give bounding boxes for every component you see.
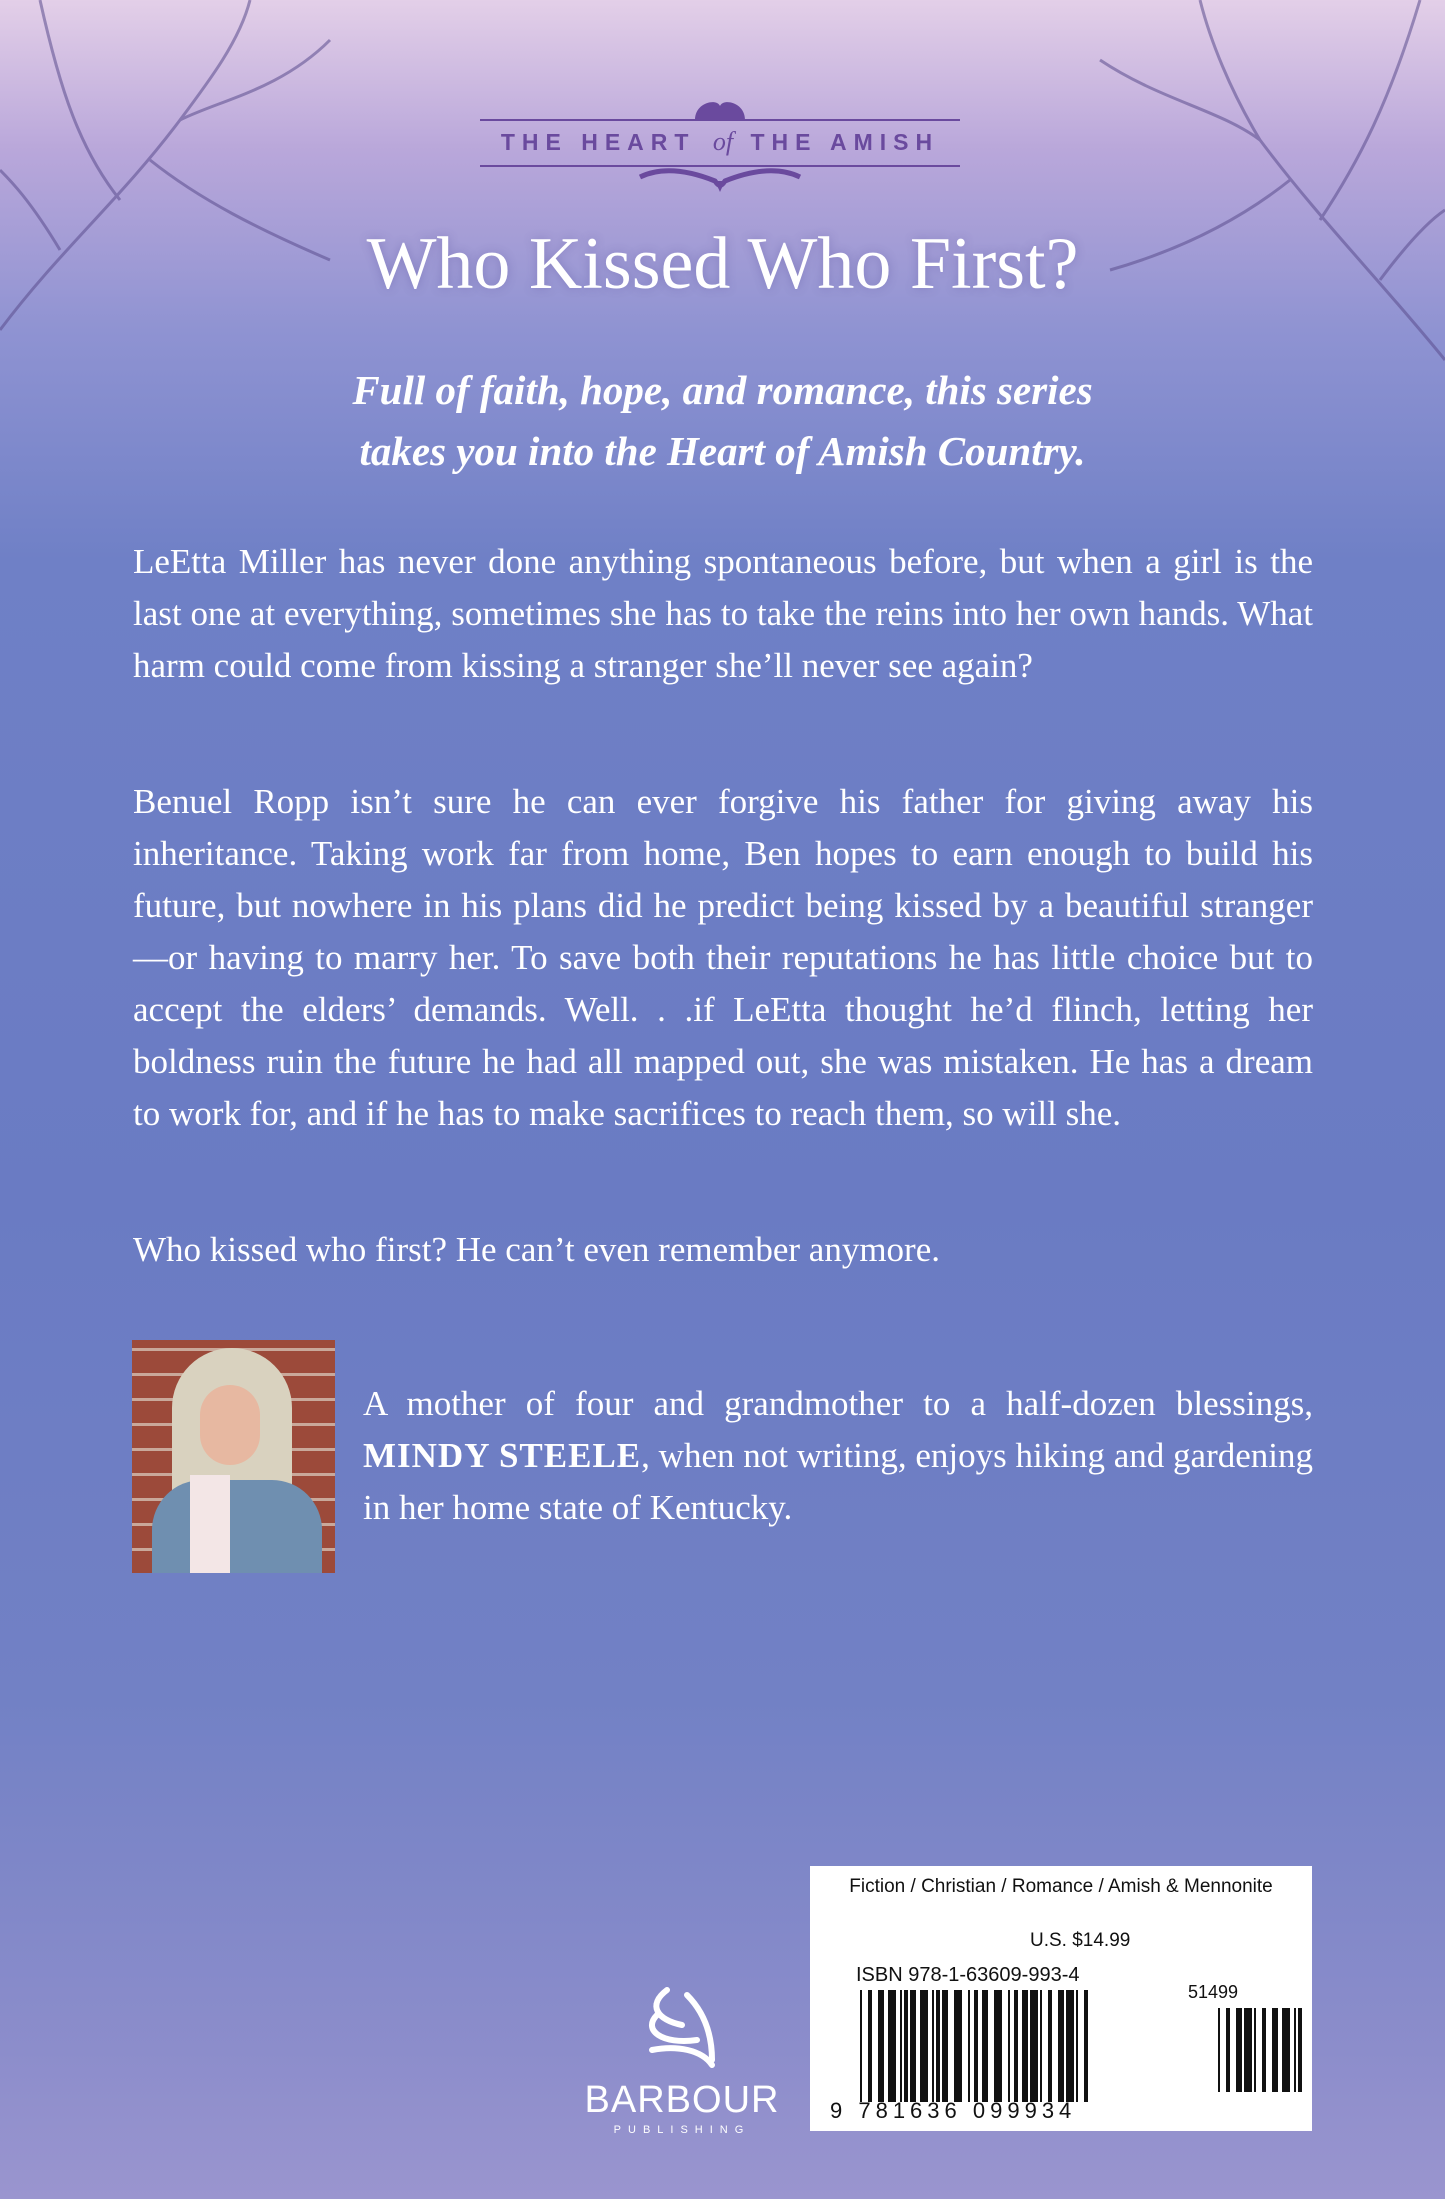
series-of: of — [712, 127, 734, 156]
barcode — [810, 1866, 1312, 2131]
publisher-name: BARBOUR — [584, 2079, 780, 2121]
barcode-bar — [1076, 1990, 1078, 2102]
barcode-bar — [1058, 1990, 1064, 2102]
barcode-bar — [954, 1990, 962, 2102]
barcode-bar — [1048, 1990, 1052, 2102]
price: U.S. $14.99 — [1030, 1930, 1131, 1951]
barcode-bar — [982, 1990, 988, 2102]
barcode-bar — [888, 1990, 896, 2102]
tagline-line: takes you into the Heart of Amish Country. — [359, 428, 1086, 474]
publisher-sub: PUBLISHING — [613, 2124, 751, 2136]
publisher-logo — [582, 1985, 782, 2136]
barcode-bar — [1282, 2008, 1290, 2092]
barcode-bar — [1030, 1990, 1038, 2102]
barcode-bar — [1008, 1990, 1010, 2102]
barcode-bar — [1022, 1990, 1028, 2102]
book-title: Who Kissed Who First? — [366, 223, 1079, 305]
category: Fiction / Christian / Romance / Amish & Mennonite — [849, 1876, 1273, 1897]
barcode-bar — [1226, 2008, 1230, 2092]
tagline-line: Full of faith, hope, and romance, this series — [352, 367, 1093, 413]
barcode-bar — [868, 1990, 872, 2102]
barcode-bar — [1294, 2008, 1296, 2092]
book-pages-icon — [637, 1985, 727, 2070]
barcode-bar — [1262, 2008, 1266, 2092]
barcode-bar — [942, 1990, 948, 2102]
blurb-paragraph: Who kissed who first? He can’t even remember anymore. — [133, 1230, 940, 1269]
series-logo — [470, 95, 970, 195]
barcode-bar — [860, 1990, 862, 2102]
author-name: MINDY STEELE — [363, 1436, 642, 1475]
bare-trees-decoration — [0, 0, 1445, 420]
bio-text: , when not writing, enjoys hiking and gardening in her home state of Kentucky. — [363, 1436, 1314, 1527]
barcode-bar — [936, 1990, 940, 2102]
series-suffix: THE AMISH — [750, 129, 940, 155]
barcode-bar — [1236, 2008, 1242, 2092]
isbn: ISBN 978-1-63609-993-4 — [856, 1964, 1080, 1986]
barcode-bar — [1014, 1990, 1018, 2102]
barcode-bar — [994, 1990, 1002, 2102]
heart-icon — [695, 98, 745, 120]
series-prefix: THE HEART — [500, 129, 696, 155]
barcode-bar — [1218, 2008, 1220, 2092]
barcode-bar — [1040, 1990, 1042, 2102]
barcode-bar — [1254, 2008, 1256, 2092]
blurb-paragraph: Benuel Ropp isn’t sure he can ever forgive his father for giving away his inheritance. Taking work far from home, Ben hopes to earn enough to build his future, but nowhere in his plans did he predict being kissed by a beautiful stranger—or having to marry her. To save both their reputations he has little choice but to accept the elders’ demands. Well. . .if LeEtta thought he’d flinch, letting her boldness ruin the future he had all mapped out, she was mistaken. He has a dream to work for, and if he has to make sacrifices to reach them, so will she. — [133, 782, 1313, 1133]
barcode-bar — [968, 1990, 970, 2102]
author-bio — [363, 1378, 1313, 1534]
barcode-bar — [900, 1990, 902, 2102]
barcode-digits: 9 781636 099934 — [830, 2098, 1077, 2123]
barcode-bar — [1272, 2008, 1278, 2092]
barcode-bar — [1244, 2008, 1252, 2092]
flourish-ornament — [635, 165, 805, 193]
barcode-bar — [1298, 2008, 1302, 2092]
barcode-bar — [1066, 1990, 1074, 2102]
barcode-label — [810, 1866, 1312, 2131]
series-tagline — [0, 360, 1445, 482]
barcode-bar — [904, 1990, 908, 2102]
barcode-bar — [878, 1990, 884, 2102]
barcode-bar — [910, 1990, 916, 2102]
blurb-paragraph: LeEtta Miller has never done anything spontaneous before, but when a girl is the last one at everything, sometimes she has to take the reins into her own hands. What harm could come from kissing a stranger she’ll never see again? — [133, 542, 1313, 685]
barcode-bar — [1084, 1990, 1088, 2102]
bio-text: A mother of four and grandmother to a half-dozen blessings, — [363, 1384, 1313, 1423]
barcode-bar — [932, 1990, 934, 2102]
barcode-bar — [974, 1990, 978, 2102]
author-photo — [132, 1340, 335, 1573]
barcode-bar — [920, 1990, 928, 2102]
price-addon-code: 51499 — [1188, 1982, 1239, 2002]
